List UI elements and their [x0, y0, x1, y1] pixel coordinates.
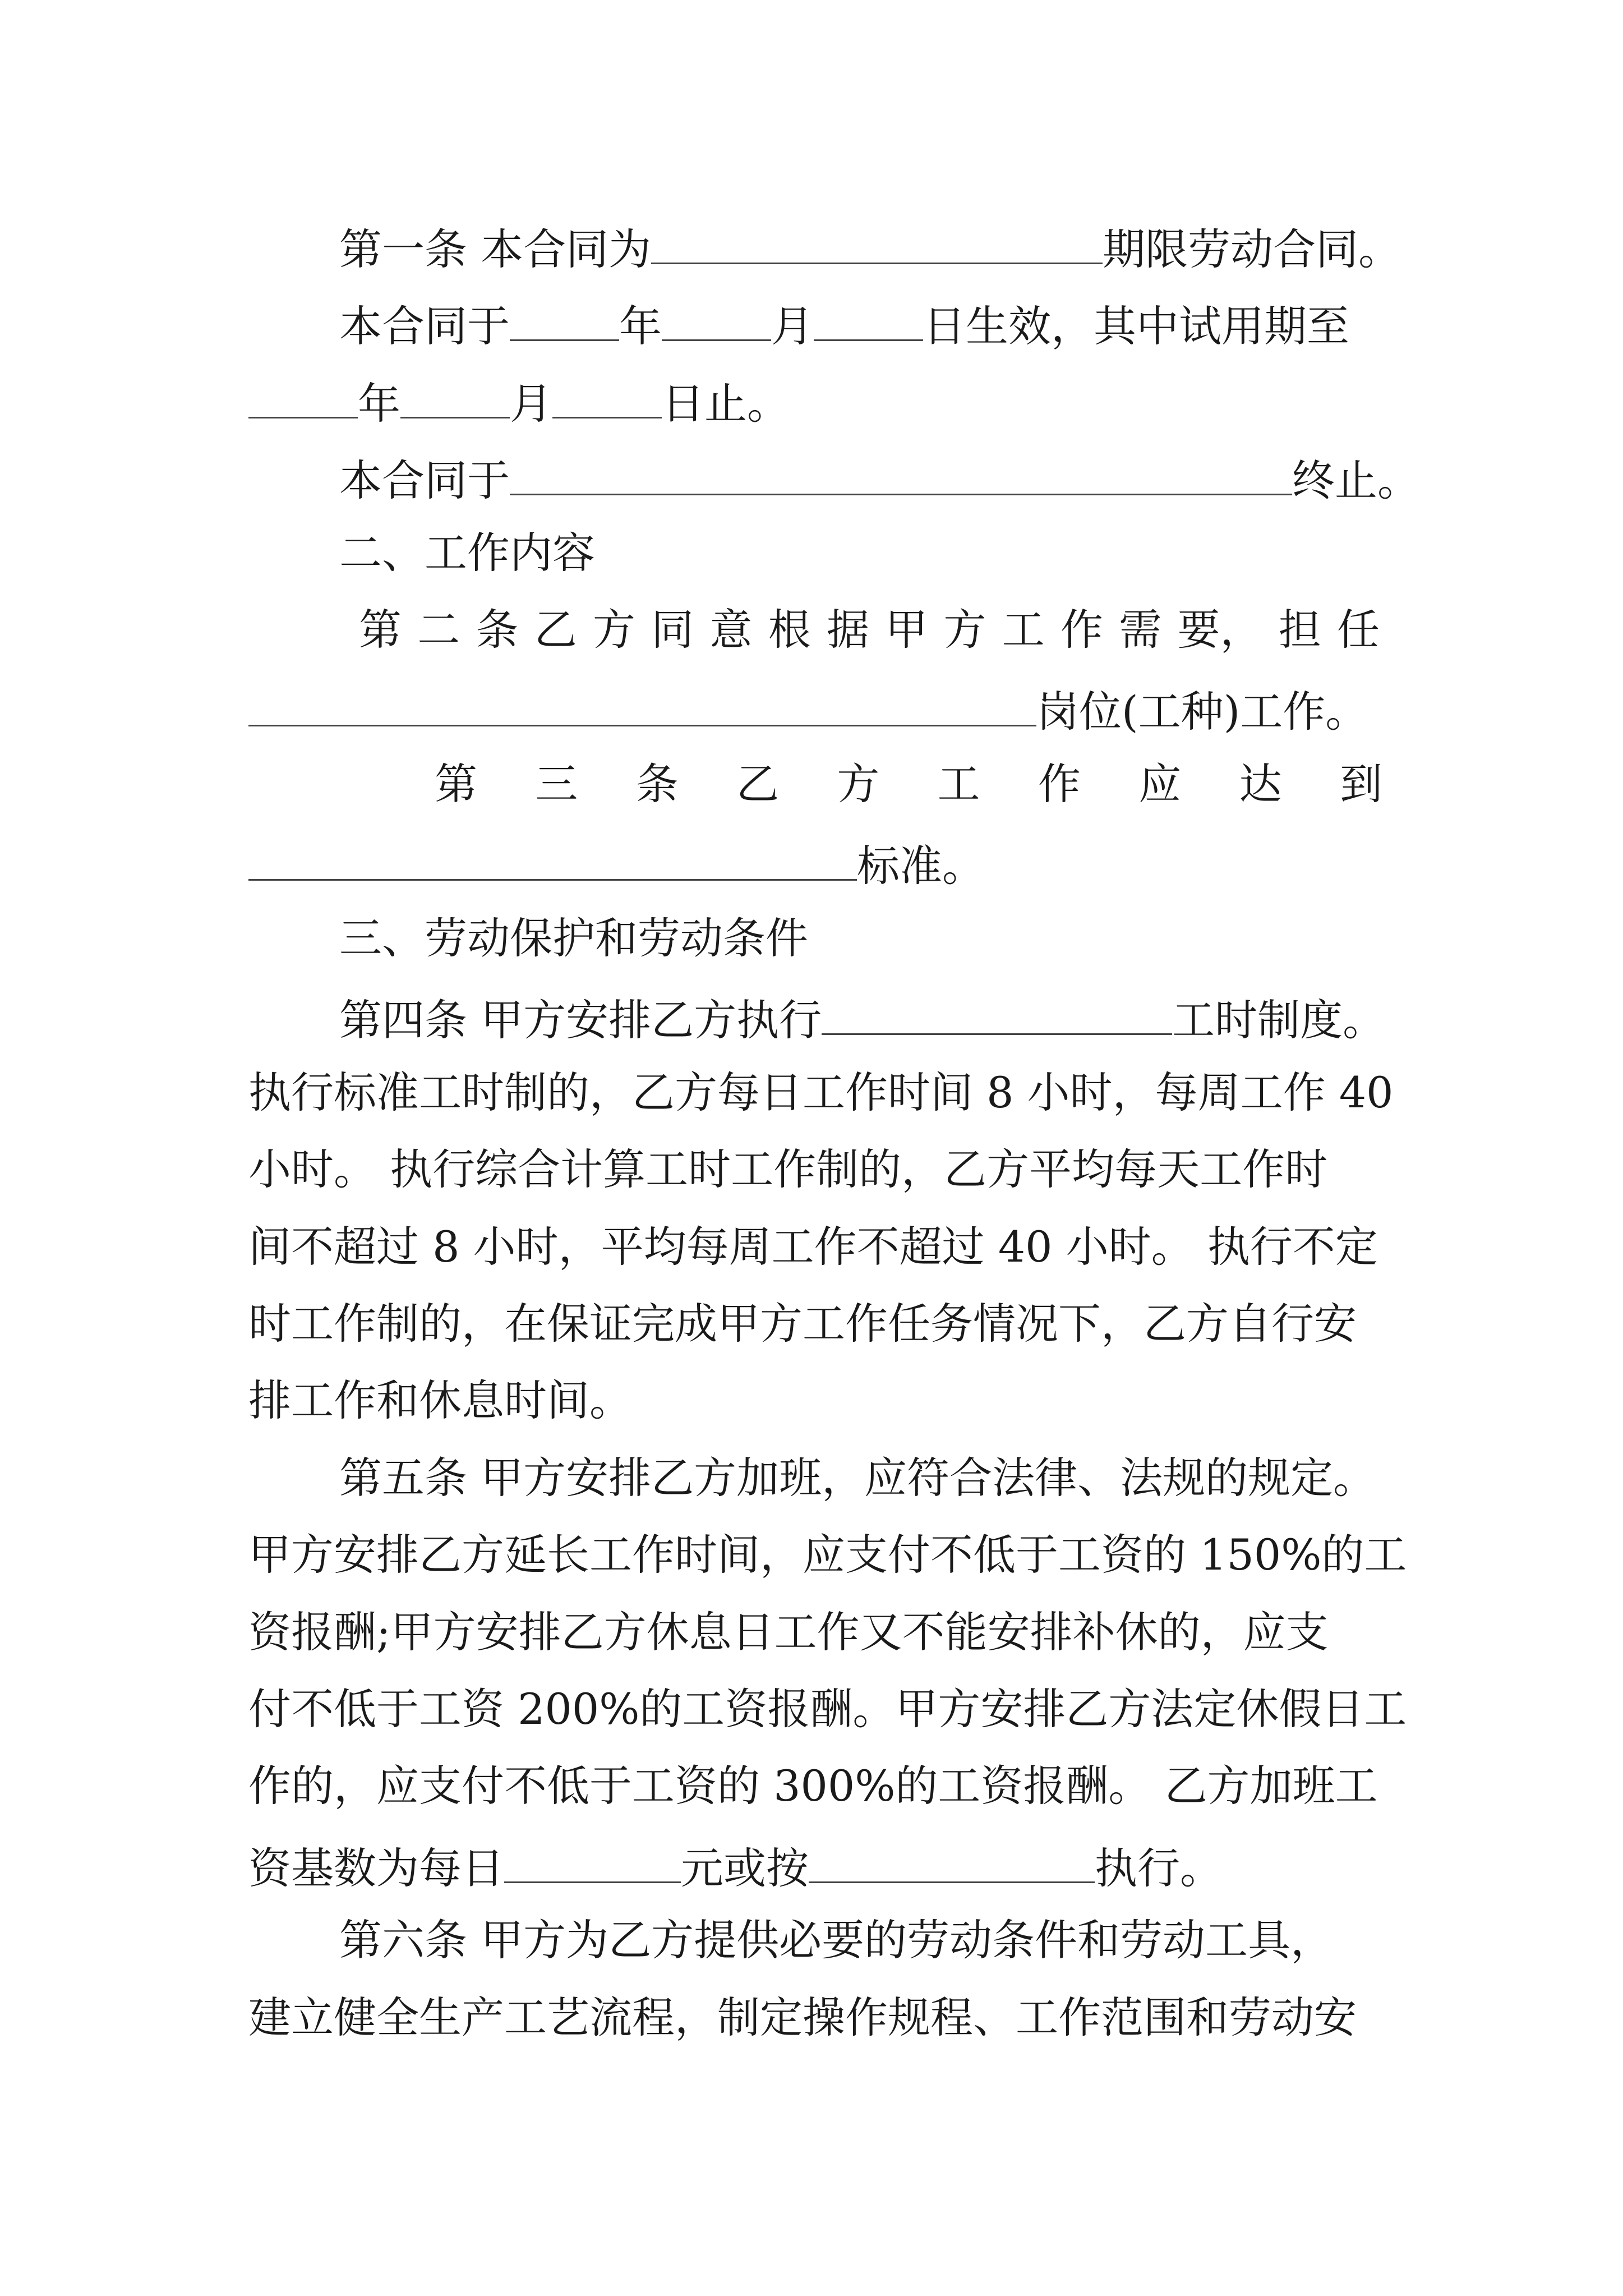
art2-char: 担 [1278, 605, 1321, 655]
art2-char: 根 [768, 605, 811, 655]
art2-char: 据 [827, 605, 869, 655]
effective-day-blank[interactable] [814, 300, 923, 341]
art2-char: 作 [1061, 605, 1103, 655]
position-blank[interactable] [248, 685, 1036, 726]
art1-line1 [339, 223, 1401, 274]
overtime-basis-blank[interactable] [809, 1842, 1095, 1883]
art4-line4: 间不超过 8 小时，平均每周工作不超过 40 小时。 执行不定 [248, 1222, 1378, 1272]
art4-line5: 时工作制的，在保证完成甲方工作任务情况下，乙方自行安 [248, 1299, 1357, 1349]
art5-line5: 作的，应支付不低于工资的 300%的工资报酬。 乙方加班工 [248, 1761, 1378, 1811]
art1-line1-text-b: 期限劳动合同。 [1103, 224, 1401, 274]
art1-line3 [248, 378, 790, 429]
art4-line3: 小时。 执行综合计算工时工作制的，乙方平均每天工作时 [248, 1144, 1328, 1194]
art4-line1-text-a: 第四条 甲方安排乙方执行 [339, 995, 822, 1045]
art3-char: 作 [1038, 759, 1081, 809]
art5-line2: 甲方安排乙方延长工作时间，应支付不低于工资的 150%的工 [248, 1530, 1407, 1580]
section3-heading: 三、劳动保护和劳动条件 [339, 913, 808, 963]
art2-char: 条 [476, 605, 519, 655]
art3-line2-text: 标准。 [857, 841, 985, 891]
art2-char: 二 [417, 605, 460, 655]
art2-char: 意 [709, 605, 753, 655]
work-standard-blank[interactable] [248, 840, 857, 881]
art4-line2: 执行标准工时制的，乙方每日工作时间 8 小时，每周工作 40 [248, 1068, 1394, 1117]
art1-line4 [339, 454, 1420, 505]
art3-char: 达 [1239, 759, 1282, 809]
contract-term-blank[interactable] [651, 223, 1103, 264]
art5-line6 [248, 1842, 1223, 1893]
art2-char: 需 [1119, 605, 1162, 655]
art1-line3-year: 年 [358, 379, 400, 429]
working-hours-system-blank[interactable] [822, 994, 1172, 1035]
probation-month-blank[interactable] [400, 378, 510, 418]
art3-line2 [248, 840, 985, 891]
art2-char: 第 [359, 605, 402, 655]
art1-line2-year: 年 [619, 301, 662, 351]
art1-line3-end: 日止。 [662, 379, 790, 429]
art2-line2-text: 岗位(工种)工作。 [1036, 687, 1368, 737]
art5-line4: 付不低于工资 200%的工资报酬。甲方安排乙方法定休假日工 [248, 1684, 1407, 1734]
art5-line6-text-a: 资基数为每日 [248, 1843, 504, 1893]
art3-char: 第 [435, 759, 477, 809]
art4-line1-text-b: 工时制度。 [1172, 995, 1386, 1045]
overtime-daily-base-blank[interactable] [504, 1842, 681, 1883]
art2-line1 [359, 605, 1380, 655]
art2-char: 甲 [885, 605, 928, 655]
art2-char: 要， [1177, 605, 1263, 655]
art3-char: 工 [937, 759, 980, 809]
art1-line2-text-a: 本合同于 [339, 301, 510, 351]
art6-line2: 建立健全生产工艺流程，制定操作规程、工作范围和劳动安 [248, 1993, 1357, 2042]
art1-line1-text-a: 第一条 本合同为 [339, 224, 652, 274]
art2-char: 方 [593, 605, 635, 655]
art3-char: 应 [1138, 759, 1182, 809]
art4-line6: 排工作和休息时间。 [248, 1375, 632, 1425]
art3-char: 方 [837, 759, 880, 809]
art5-line3: 资报酬;甲方安排乙方休息日工作又不能安排补休的，应支 [248, 1607, 1329, 1657]
art1-line2 [339, 300, 1349, 351]
art3-char: 到 [1339, 759, 1382, 809]
art5-line6-text-c: 执行。 [1095, 1843, 1223, 1893]
art5-line6-text-b: 元或按 [681, 1843, 809, 1893]
art6-line1: 第六条 甲方为乙方提供必要的劳动条件和劳动工具， [339, 1915, 1334, 1965]
termination-blank[interactable] [510, 454, 1292, 495]
art2-line2 [248, 685, 1368, 737]
effective-year-blank[interactable] [510, 300, 619, 341]
art2-char: 乙 [534, 605, 577, 655]
section2-heading: 二、工作内容 [339, 528, 595, 578]
probation-year-blank[interactable] [248, 378, 358, 418]
art2-char: 任 [1337, 605, 1380, 655]
art2-char: 方 [943, 605, 986, 655]
art2-char: 工 [1002, 605, 1045, 655]
art1-line2-text-d: 日生效，其中试用期至 [923, 301, 1349, 351]
art4-line1 [339, 994, 1386, 1045]
art1-line2-month: 月 [771, 301, 814, 351]
art1-line3-month: 月 [510, 379, 552, 429]
probation-day-blank[interactable] [552, 378, 662, 418]
art3-line1 [435, 759, 1382, 809]
art1-line4-text-a: 本合同于 [339, 455, 510, 505]
art1-line4-text-b: 终止。 [1292, 455, 1420, 505]
art3-char: 乙 [736, 759, 779, 809]
effective-month-blank[interactable] [662, 300, 771, 341]
art3-char: 三 [535, 759, 578, 809]
art5-line1: 第五条 甲方安排乙方加班，应符合法律、法规的规定。 [339, 1453, 1376, 1503]
art3-char: 条 [635, 759, 679, 809]
art2-char: 同 [651, 605, 694, 655]
